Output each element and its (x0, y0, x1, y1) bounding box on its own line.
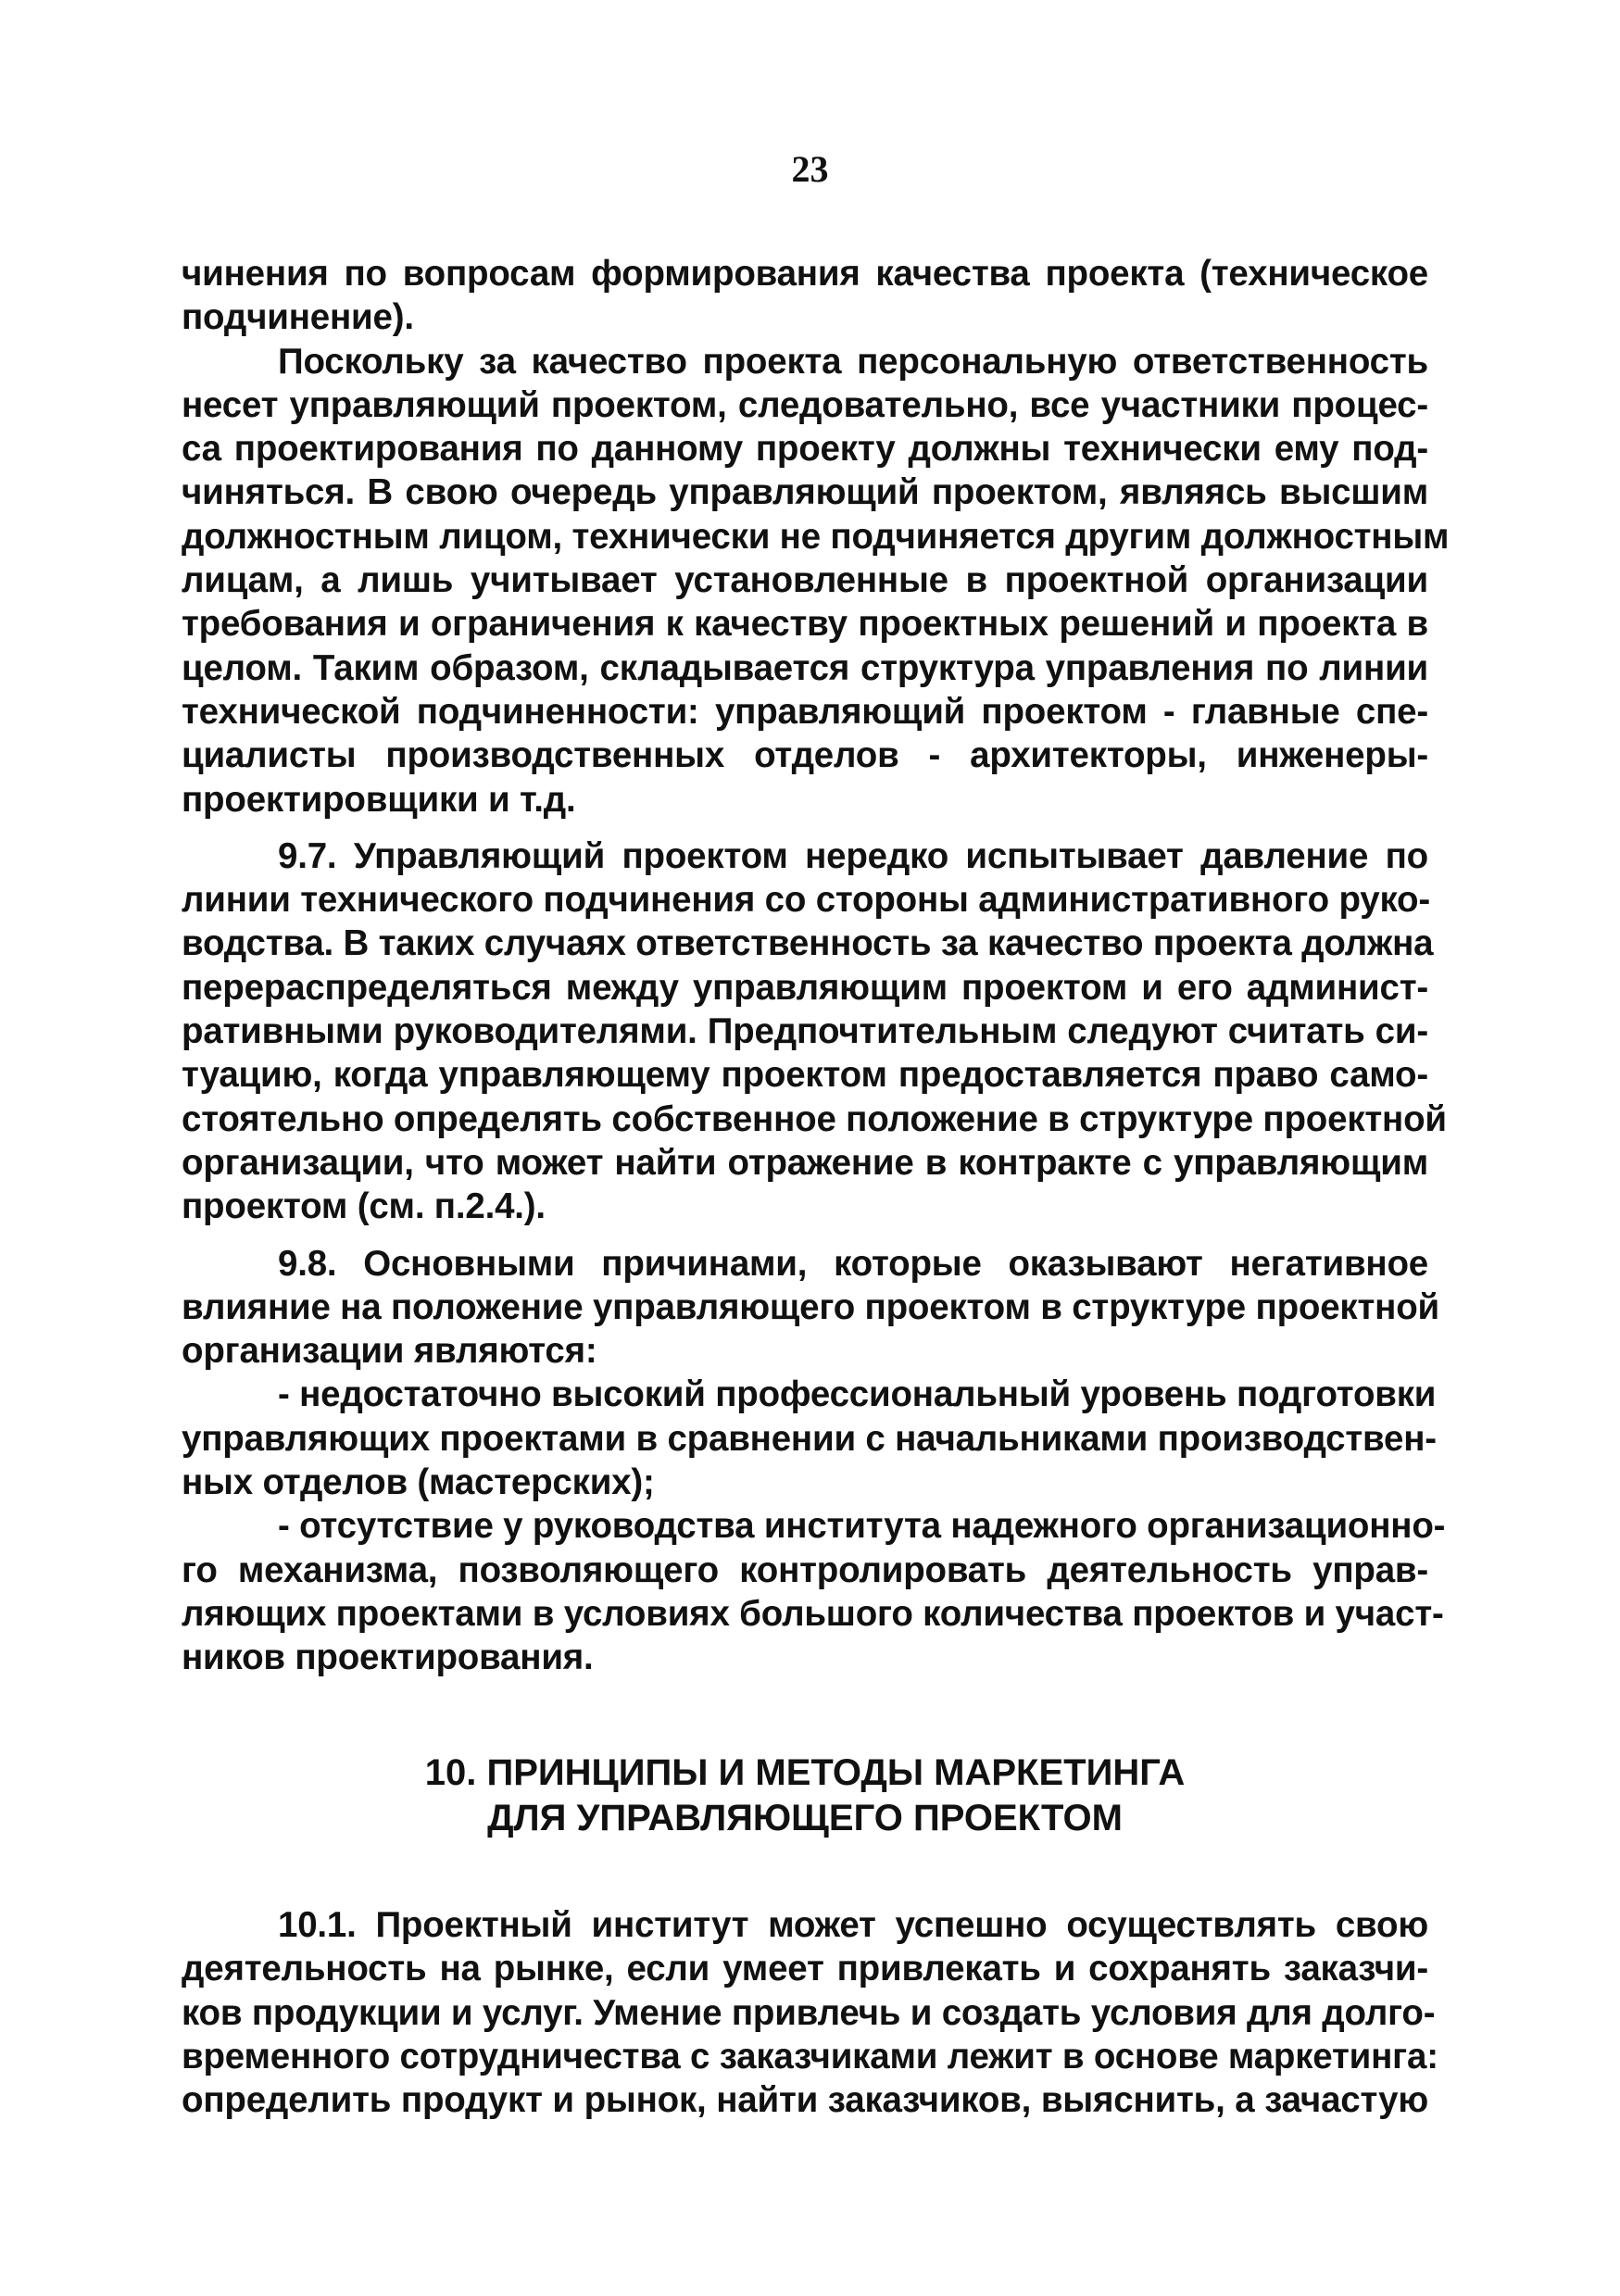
text-line: туацию, когда управляющему проектом предоставляется право само- (182, 1055, 1428, 1096)
text-line: го механизма, позволяющего контролировать деятельность управ- (182, 1549, 1428, 1590)
heading-line: 10. ПРИНЦИПЫ И МЕТОДЫ МАРКЕТИНГА (424, 1752, 1186, 1793)
text-line: ков продукции и услуг. Умение привлечь и создать условия для долго- (182, 1992, 1436, 2033)
text-line: 9.8. Основными причинами, которые оказывают негативное (278, 1243, 1428, 1284)
text-line: временного сотрудничества с заказчиками лежит в основе маркетинга: (182, 2036, 1438, 2076)
text-line: лицам, а лишь учитывает установленные в проектной организации (182, 560, 1428, 601)
text-line: определить продукт и рынок, найти заказчиков, выяснить, а зачастую (182, 2080, 1428, 2121)
text-line: перераспределяться между управляющим проектом и его админист- (182, 967, 1428, 1008)
paragraph-responsibility (182, 340, 1450, 822)
list-item (182, 1373, 1437, 1504)
text-line: водства. В таких случаях ответственность за качество проекта должна (182, 923, 1434, 964)
text-line: 9.7. Управляющий проектом нередко испытывает давление по (278, 835, 1428, 876)
text-line: 10.1. Проектный институт может успешно осуществлять свою (278, 1905, 1428, 1945)
text-line: Поскольку за качество проекта персональную ответственность (278, 341, 1428, 382)
section-9-body (182, 252, 1450, 1680)
paragraph-9-8 (182, 1242, 1439, 1374)
text-line: чинения по вопросам формирования качества проекта (техническое (182, 254, 1428, 294)
text-line: - отсутствие у руководства института надежного организационно- (278, 1506, 1446, 1547)
text-line: должностным лицом, технически не подчиняется другим должностным (182, 516, 1450, 557)
text-line: чиняться. В свою очередь управляющий проектом, являясь высшим (182, 472, 1428, 513)
paragraph-10-1 (182, 1903, 1438, 2122)
heading-line: ДЛЯ УПРАВЛЯЮЩЕГО ПРОЕКТОМ (487, 1798, 1123, 1838)
paragraph-9-7 (182, 834, 1447, 1229)
text-line: стоятельно определять собственное положение в структуре проектной (182, 1098, 1447, 1139)
text-line: требования и ограничения к качеству проектных решений и проекта в (182, 604, 1428, 645)
text-line: са проектирования по данному проекту должны технически ему под- (182, 429, 1428, 470)
text-line: несет управляющий проектом, следовательно, все участники процес- (182, 384, 1428, 425)
text-line: циалисты производственных отделов - архитекторы, инженеры- (182, 735, 1428, 776)
text-line: линии технического подчинения со стороны административного руко- (182, 880, 1430, 921)
text-line: целом. Таким образом, складывается структура управления по линии (182, 647, 1428, 688)
text-line: ных отделов (мастерских); (182, 1462, 655, 1503)
list-item (182, 1504, 1446, 1679)
text-line: ляющих проектами в условиях большого количества проектов и участ- (182, 1593, 1444, 1634)
text-line: организации являются: (182, 1331, 597, 1372)
text-line: - недостаточно высокий профессиональный уровень подготовки (278, 1374, 1437, 1415)
text-line: организации, что может найти отражение в контракте с управляющим (182, 1142, 1428, 1183)
paragraph-continuation (182, 252, 1428, 340)
page-number: 23 (791, 148, 829, 190)
section-10-heading (182, 1750, 1428, 1841)
text-line: технической подчиненности: управляющий проектом - главные спе- (182, 691, 1428, 732)
text-line: проектировщики и т.д. (182, 779, 576, 820)
text-line: влияние на положение управляющего проектом в структуре проектной (182, 1286, 1439, 1327)
text-line: деятельность на рынке, если умеет привлекать и сохранять заказчи- (182, 1949, 1428, 1989)
text-line: подчинение). (182, 297, 414, 338)
text-line: ративными руководителями. Предпочтительным следуют считать си- (182, 1011, 1428, 1052)
text-line: ников проектирования. (182, 1637, 594, 1678)
text-line: проектом (см. п.2.4.). (182, 1186, 546, 1227)
text-line: управляющих проектами в сравнении с начальниками производствен- (182, 1418, 1437, 1459)
